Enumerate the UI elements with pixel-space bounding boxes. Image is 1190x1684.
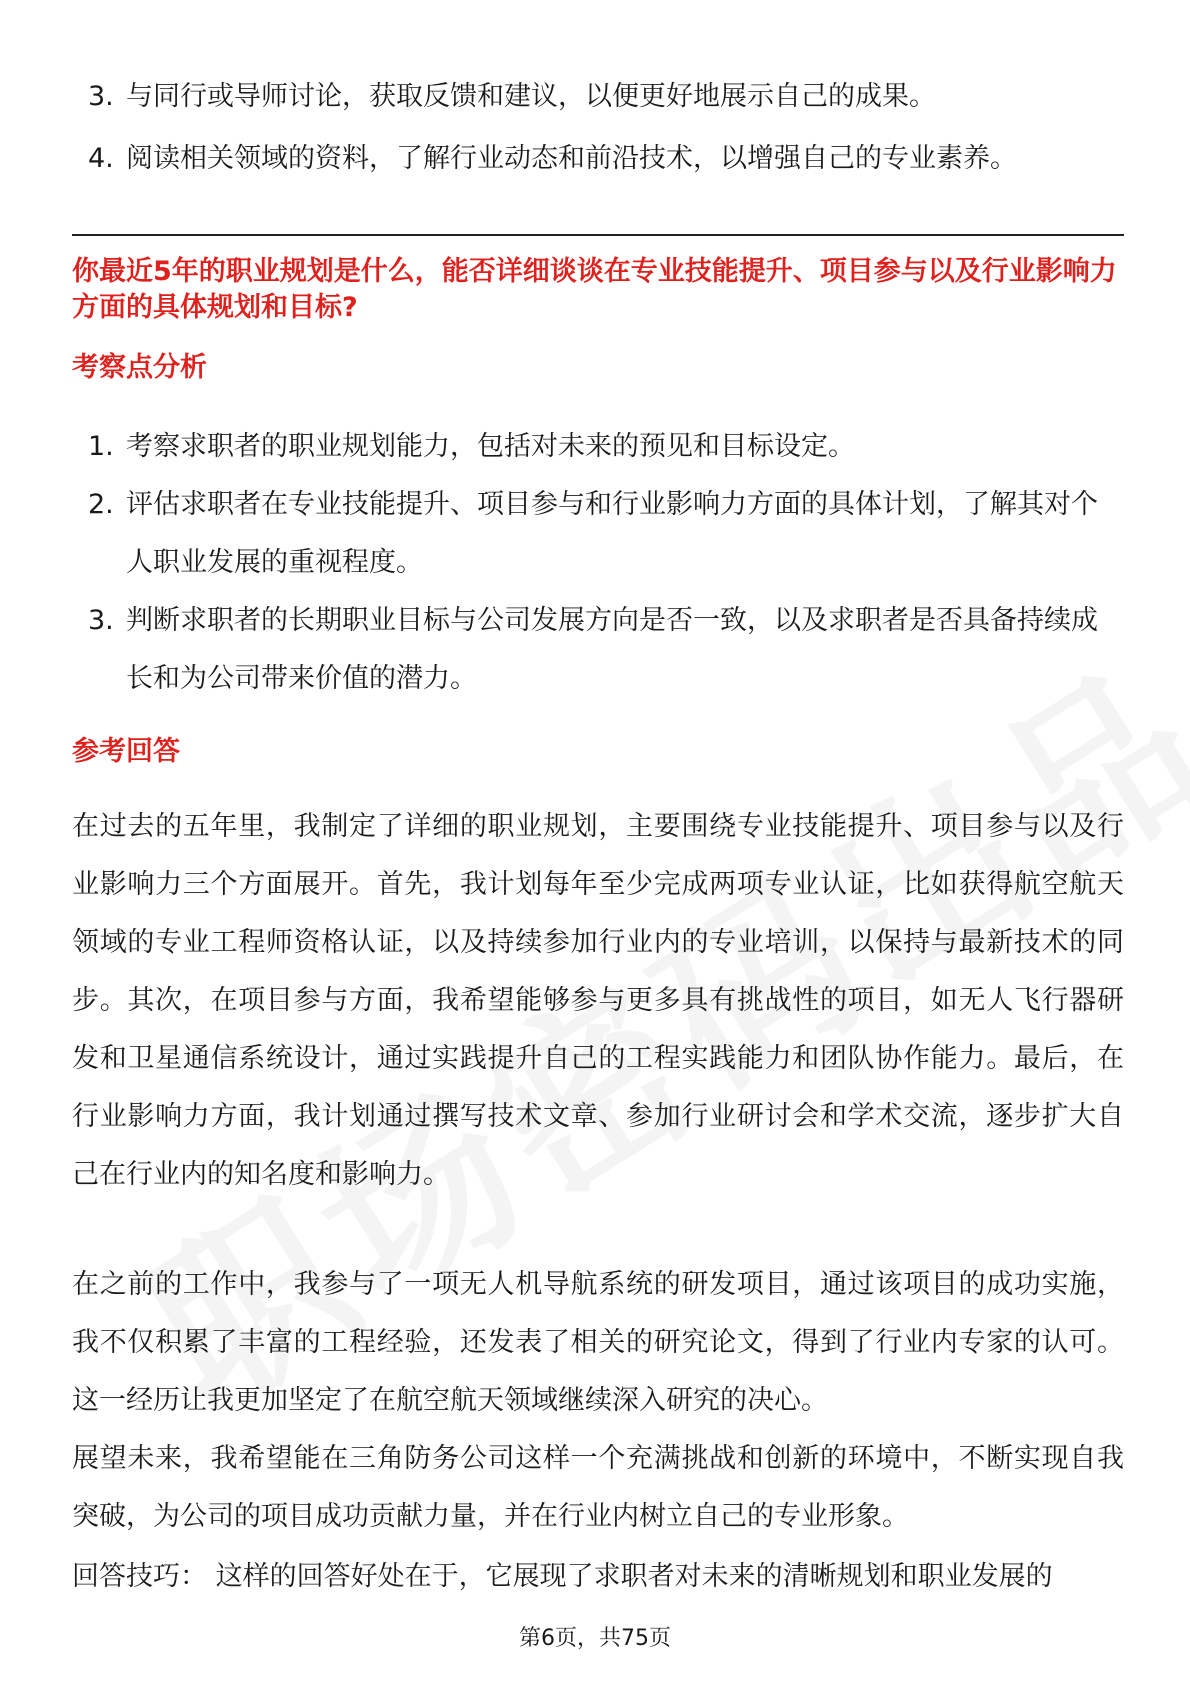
list-item-text: 评估求职者在专业技能提升、项目参与和行业影响力方面的具体计划，了解其对个人职业发展的重视程度。 bbox=[126, 489, 1098, 578]
list-item bbox=[88, 68, 1118, 126]
analysis-heading: 考察点分析 bbox=[72, 352, 207, 383]
list-item-text: 与同行或导师讨论，获取反馈和建议，以便更好地展示自己的成果。 bbox=[126, 81, 936, 112]
answer-tips-paragraph: 回答技巧： 这样的回答好处在于，它展现了求职者对未来的清晰规划和职业发展的 bbox=[72, 1561, 1053, 1592]
list-item bbox=[88, 418, 1118, 476]
interview-question: 你最近5年的职业规划是什么，能否详细谈谈在专业技能提升、项目参与以及行业影响力方面的具体规划和目标? bbox=[72, 256, 1117, 323]
list-item-text: 阅读相关领域的资料，了解行业动态和前沿技术，以增强自己的专业素养。 bbox=[126, 143, 1017, 174]
list-item-number: 2. bbox=[88, 489, 114, 520]
answer-paragraph: 展望未来，我希望能在三角防务公司这样一个充满挑战和创新的环境中，不断实现自我突破，为公司的项目成功贡献力量，并在行业内树立自己的专业形象。 bbox=[72, 1443, 1124, 1532]
list-item-number: 3. bbox=[88, 605, 114, 636]
list-item-text: 考察求职者的职业规划能力，包括对未来的预见和目标设定。 bbox=[126, 431, 855, 462]
list-item-number: 4. bbox=[88, 143, 114, 174]
section-divider bbox=[72, 234, 1124, 236]
analysis-list bbox=[88, 418, 1118, 708]
answer-paragraph: 在过去的五年里，我制定了详细的职业规划，主要围绕专业技能提升、项目参与以及行业影响力三个方面展开。首先，我计划每年至少完成两项专业认证，比如获得航空航天领域的专业工程师资格认证，以及持续参加行业内的专业培训，以保持与最新技术的同步。其次，在项目参与方面，我希望能够参与更多具有挑战性的项目，如无人飞行器研发和卫星通信系统设计，通过实践提升自己的工程实践能力和团队协作能力。最后，在行业影响力方面，我计划通过撰写技术文章、参加行业研讨会和学术交流，逐步扩大自己在行业内的知名度和影响力。 bbox=[72, 811, 1124, 1190]
page-number-footer: 第6页，共75页 bbox=[519, 1626, 671, 1651]
list-item bbox=[88, 130, 1118, 188]
list-item-number: 1. bbox=[88, 431, 114, 462]
answer-paragraph: 在之前的工作中，我参与了一项无人机导航系统的研发项目，通过该项目的成功实施，我不仅积累了丰富的工程经验，还发表了相关的研究论文，得到了行业内专家的认可。这一经历让我更加坚定了在航空航天领域继续深入研究的决心。 bbox=[72, 1269, 1124, 1416]
previous-tips-list bbox=[88, 68, 1118, 192]
answer-heading: 参考回答 bbox=[72, 736, 180, 767]
list-item bbox=[88, 592, 1118, 708]
list-item-text: 判断求职者的长期职业目标与公司发展方向是否一致，以及求职者是否具备持续成长和为公司带来价值的潜力。 bbox=[126, 605, 1098, 694]
list-item-number: 3. bbox=[88, 81, 114, 112]
list-item bbox=[88, 476, 1118, 592]
